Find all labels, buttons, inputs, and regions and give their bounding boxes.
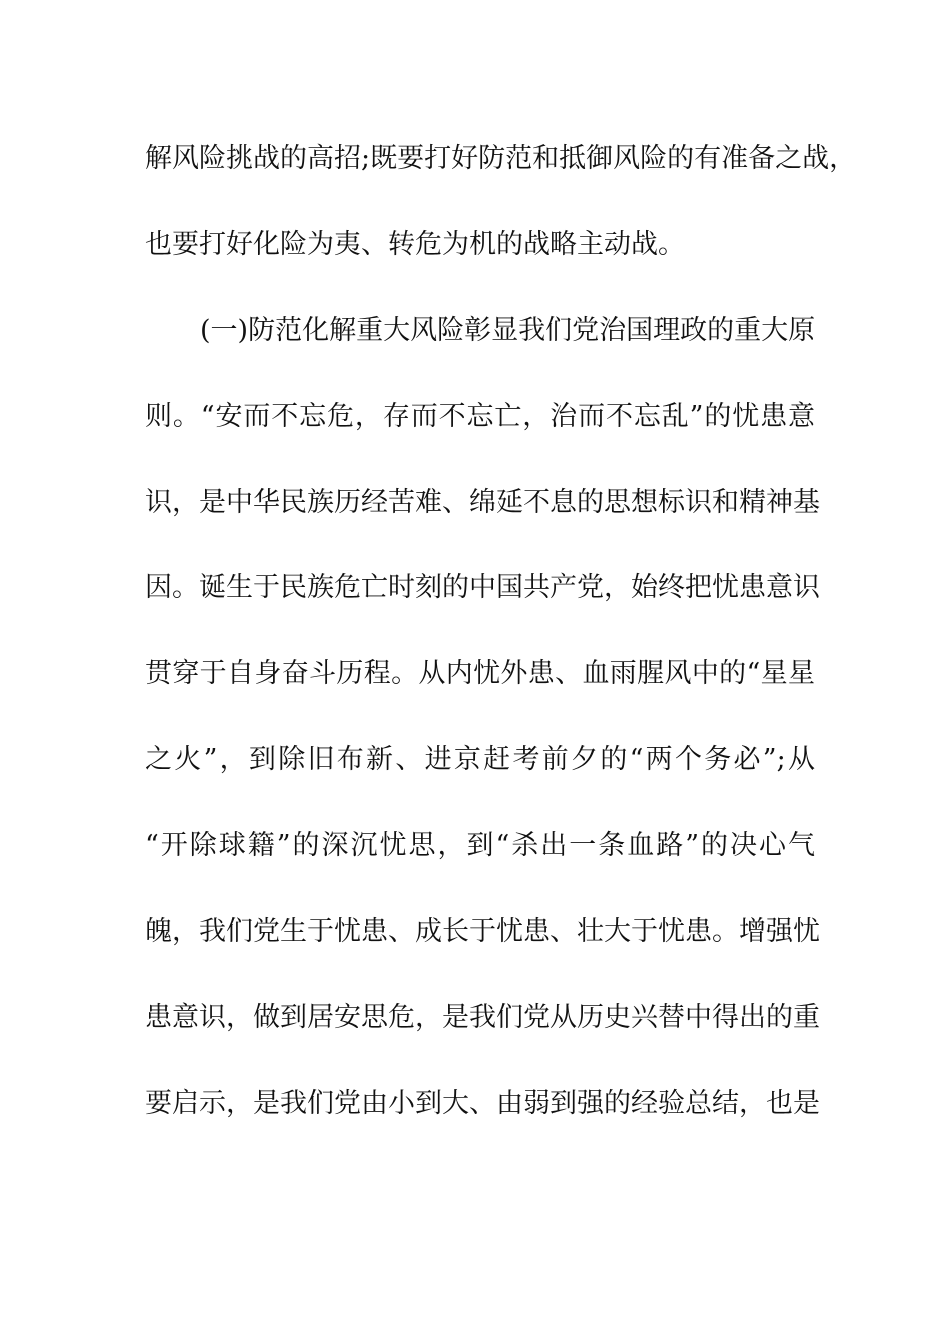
body-text-line: 识，是中华民族历经苦难、绵延不息的思想标识和精神基 (145, 487, 820, 518)
body-text-line: 因。诞生于民族危亡时刻的中国共产党，始终把忧患意识 (145, 572, 820, 603)
body-text-line: 之火”，到除旧布新、进京赶考前夕的“两个务必”;从 (145, 744, 815, 775)
body-text-line: 也要打好化险为夷、转危为机的战略主动战。 (145, 229, 685, 260)
body-text-line: 魄，我们党生于忧患、成长于忧患、壮大于忧患。增强忧 (145, 916, 820, 947)
section-heading-line: (一)防范化解重大风险彰显我们党治国理政的重大原 (200, 315, 816, 346)
body-text-line: 则。“安而不忘危，存而不忘亡，治而不忘乱”的忧患意 (145, 401, 815, 432)
body-text-line: 贯穿于自身奋斗历程。从内忧外患、血雨腥风中的“星星 (145, 658, 815, 689)
body-text-line: 要启示，是我们党由小到大、由弱到强的经验总结，也是 (145, 1088, 820, 1119)
body-text-line: 患意识，做到居安思危，是我们党从历史兴替中得出的重 (145, 1002, 820, 1033)
body-text-line: 解风险挑战的高招;既要打好防范和抵御风险的有准备之战， (145, 143, 857, 174)
body-text-line: “开除球籍”的深沉忧思，到“杀出一条血路”的决心气 (145, 830, 815, 861)
